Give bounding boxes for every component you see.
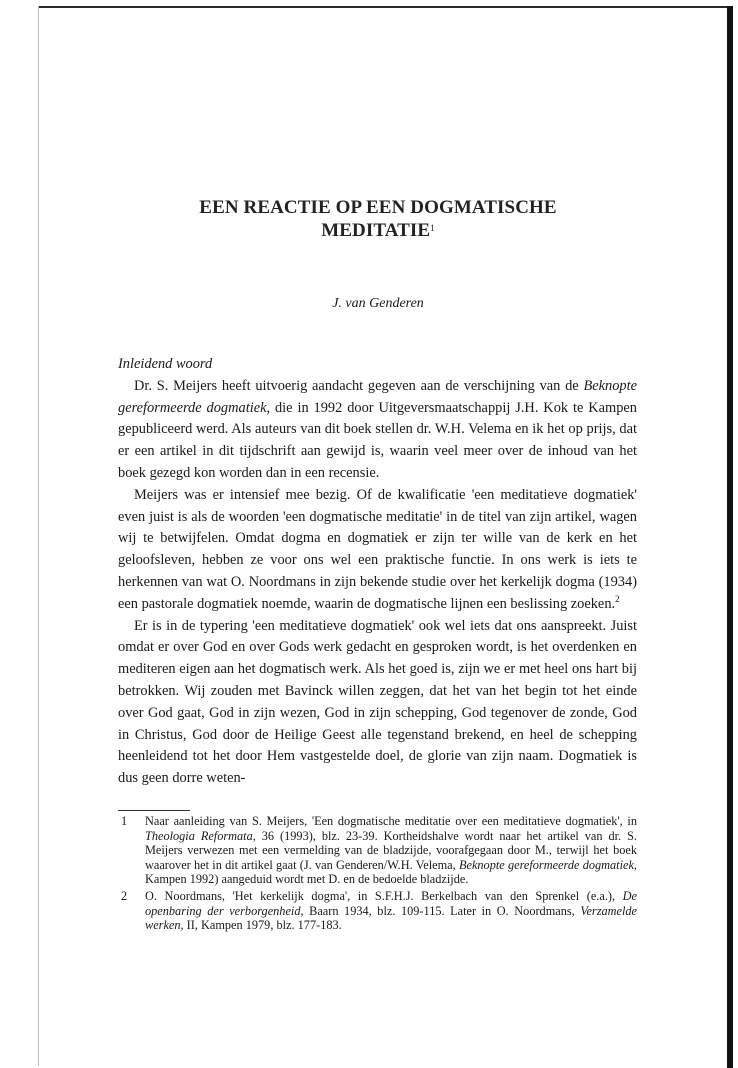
scan-right-edge <box>727 6 733 1068</box>
footnote <box>118 814 637 887</box>
footnote-text: Baarn 1934, blz. 109-115. Later in O. Noordmans, <box>303 903 581 918</box>
footnote-text: Naar aanleiding van S. Meijers, 'Een dogmatische meditatie over een meditatieve dogmatiek', in <box>145 814 637 828</box>
footnote-text: II, Kampen 1979, blz. 177-183. <box>183 918 342 933</box>
paragraph-1 <box>118 376 637 485</box>
paragraph-3 <box>118 616 637 790</box>
paragraph-1-text-a: Dr. S. Meijers heeft uitvoerig aandacht gegeven aan de verschijning van de <box>134 377 584 394</box>
footnote-number: 1 <box>121 814 128 828</box>
footnote-separator <box>118 810 190 811</box>
footnote-ref-2[interactable]: 2 <box>615 593 620 604</box>
footnote-italic: Verzamelde werken, <box>145 903 637 933</box>
scan-top-edge <box>38 6 730 8</box>
author: J. van Genderen <box>332 296 424 311</box>
paragraph-2-text: Meijers was er intensief mee bezig. Of de kwalificatie 'een meditatieve dogmatiek' even juist is als de woorden 'een dogmatische meditatie' in de titel van zijn artikel, wagen wij te betwijfelen. Omdat dogma en dogmatiek er zijn ter wille van de kerk en het geloofsleven, hebben ze voor ons wel een praktische functie. In ons werk is iets te herkennen van wat O. Noordmans in zijn bekende studie over het kerkelijk dogma (1934) een pastorale dogmatiek noemde, waarin de dogmatische lijnen een beslissing zoeken. <box>118 486 637 612</box>
footnote-text: , 36 (1993), blz. 23-39. Kortheidshalve wordt naar het artikel van dr. S. Meijers verwezen met een vermelding van de bladzijde, voorafgegaan door M., terwijl het boek waarover het in dit artikel gaat (J. van Genderen/W.H. Velema, <box>145 828 637 872</box>
footnote-text: Kampen 1992) aangeduid wordt met D. en de bedoelde bladzijde. <box>145 872 469 887</box>
article-title <box>118 196 638 242</box>
section-heading: Inleidend woord <box>118 356 213 372</box>
paragraph-1-text-b: , die in 1992 door Uitgeversmaatschappij J.H. Kok te Kampen gepubliceerd werd. Als auteurs van dit boek stellen dr. W.H. Velema en ik het op prijs, dat er een artikel in dit tijdschrift aan gewijd is, waarin veel meer over de inhoud van het boek gezegd kon worden dan in een recensie. <box>118 399 638 481</box>
footnotes <box>118 814 637 935</box>
footnote-italic: De openbaring der verborgenheid, <box>145 888 637 918</box>
footnote <box>118 889 637 933</box>
footnote-italic: Beknopte gereformeerde dogmatiek, <box>458 857 638 872</box>
scan-left-edge <box>38 6 39 1066</box>
title-line-1: EEN REACTIE OP EEN DOGMATISCHE <box>199 197 557 218</box>
paragraph-3-text: Er is in de typering 'een meditatieve dogmatiek' ook wel iets dat ons aanspreekt. Juist omdat er over God en over Gods werk gedacht en gesproken wordt, is het overdenken en mediteren eigen aan het dogmatisch werk. Als het goed is, zijn we er met heel ons hart bij betrokken. Wij zouden met Bavinck willen zeggen, dat het van het begin tot het einde over God gaat, God in zijn wezen, God in zijn schepping, God tegenover de zonde, God in Christus, God door de Heilige Geest alle tegenstand brekend, en heel de schepping heenleidend tot het door Hem vastgestelde doel, de glorie van zijn naam. Dogmatiek is dus geen dorre weten- <box>118 617 637 787</box>
title-line-2: MEDITATIE <box>321 220 431 241</box>
footnote-number: 2 <box>121 888 128 903</box>
paragraph-2 <box>118 485 637 616</box>
footnote-italic: Theologia Reformata <box>145 828 253 843</box>
article-body <box>118 354 637 790</box>
footnote-text: O. Noordmans, 'Het kerkelijk dogma', in S.F.H.J. Berkelbach van den Sprenkel (e.a.), <box>145 888 623 903</box>
book-title: Beknopte gereformeerde dogmatiek <box>118 377 637 416</box>
title-footnote-ref[interactable]: 1 <box>430 223 435 233</box>
